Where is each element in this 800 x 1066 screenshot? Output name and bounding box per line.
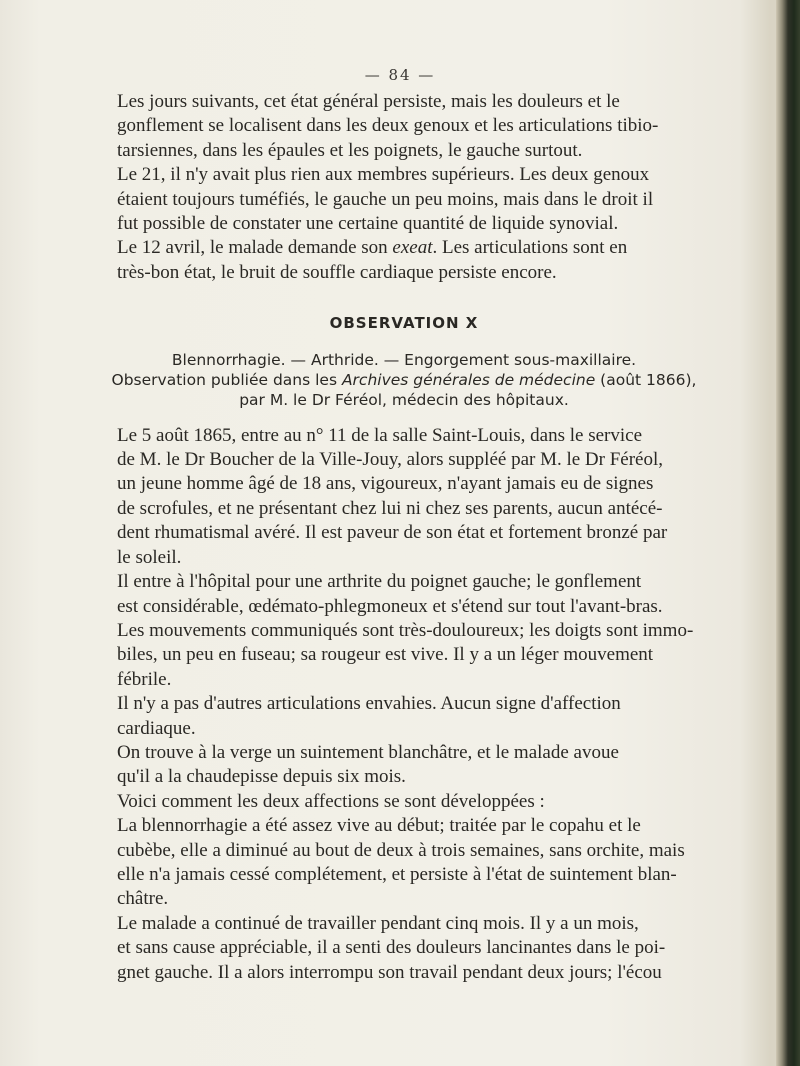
paragraph [99,912,709,985]
text-line: elle n'a jamais cessé complétement, et persiste à l'état de suintement blan- [117,863,677,885]
paragraph [99,814,709,912]
text-line: Le 5 août 1865, entre au n° 11 de la salle Saint-Louis, dans le service [117,424,643,446]
text-line: Les mouvements communiqués sont très-douloureux; les doigts sont immo- [117,619,694,641]
binding-edge [776,0,800,1066]
text-line: Les jours suivants, cet état général persiste, mais les douleurs et le [117,91,620,112]
paragraph [99,570,709,692]
text-line: Voici comment les deux affections se sont développées : [117,790,545,812]
observation-source [99,370,709,390]
text-line: dent rhumatismal avéré. Il est paveur de son état et fortement bronzé par [117,522,668,544]
page-number: — 84 — [364,66,436,84]
italic-word: exeat [392,237,433,259]
text-line: La blennorrhagie a été assez vive au début; traitée par le copahu et le [117,815,641,837]
text-line: qu'il a la chaudepisse depuis six mois. [117,766,406,788]
text-line: Il n'y a pas d'autres articulations envahies. Aucun signe d'affection [117,693,621,715]
observation-author: par M. le Dr Féréol, médecin des hôpitaux. [239,390,569,409]
text-line: On trouve à la verge un suintement blanchâtre, et le malade avoue [117,741,619,763]
paragraph [99,692,709,741]
text-line: châtre. [117,888,169,910]
paragraph [99,90,709,163]
text-segment: (août 1866), [595,370,697,389]
paragraph [99,741,709,790]
paragraph [99,424,709,570]
text-line: cubèbe, elle a diminué au bout de deux à trois semaines, sans orchite, mais [117,839,685,861]
text-line: et sans cause appréciable, il a senti des douleurs lancinantes dans le poi- [117,937,666,959]
text-line: Le malade a continué de travailler pendant cinq mois. Il y a un mois, [117,912,639,934]
paragraph [99,790,709,814]
text-line: est considérable, œdémato-phlegmoneux et s'étend sur tout l'avant-bras. [117,595,663,617]
text-line: étaient toujours tuméfiés, le gauche un peu moins, mais dans le droit il [117,188,654,210]
text-line: fut possible de constater une certaine quantité de liquide synovial. [117,213,619,235]
text-line: de scrofules, et ne présentant chez lui ni chez ses parents, aucun antécé- [117,497,663,519]
text-line: très-bon état, le bruit de souffle cardiaque persiste encore. [117,261,557,283]
observation-subtitle: Blennorrhagie. — Arthride. — Engorgement sous-maxillaire. [171,350,637,369]
text-line: le soleil. [117,546,182,568]
text-line: cardiaque. [117,717,196,739]
journal-title: Archives générales de médecine [341,370,596,389]
text-line: un jeune homme âgé de 18 ans, vigoureux, n'ayant jamais eu de signes [117,473,654,495]
text-line: gnet gauche. Il a alors interrompu son travail pendant deux jours; l'écou [117,961,662,983]
text-line [99,236,709,260]
text-line: biles, un peu en fuseau; sa rougeur est vive. Il y a un léger mouvement [117,644,654,666]
paragraph [99,163,709,236]
text-line: fébrile. [117,668,172,690]
text-segment: Le 12 avril, le malade demande son [117,237,393,259]
text-body [99,90,709,985]
observation-summary [99,350,709,410]
text-line: Il entre à l'hôpital pour une arthrite du poignet gauche; le gonflement [117,571,642,593]
text-line: tarsiennes, dans les épaules et les poignets, le gauche surtout. [117,139,583,161]
observation-heading: OBSERVATION X [329,314,479,333]
text-line: gonflement se localisent dans les deux genoux et les articulations tibio- [117,115,659,137]
text-segment: . Les articulations sont en [432,237,628,259]
text-segment: Observation publiée dans les [111,370,342,389]
text-line: Le 21, il n'y avait plus rien aux membres supérieurs. Les deux genoux [117,164,650,186]
text-line: de M. le Dr Boucher de la Ville-Jouy, alors suppléé par M. le Dr Féréol, [117,449,664,471]
paragraph [99,236,709,285]
